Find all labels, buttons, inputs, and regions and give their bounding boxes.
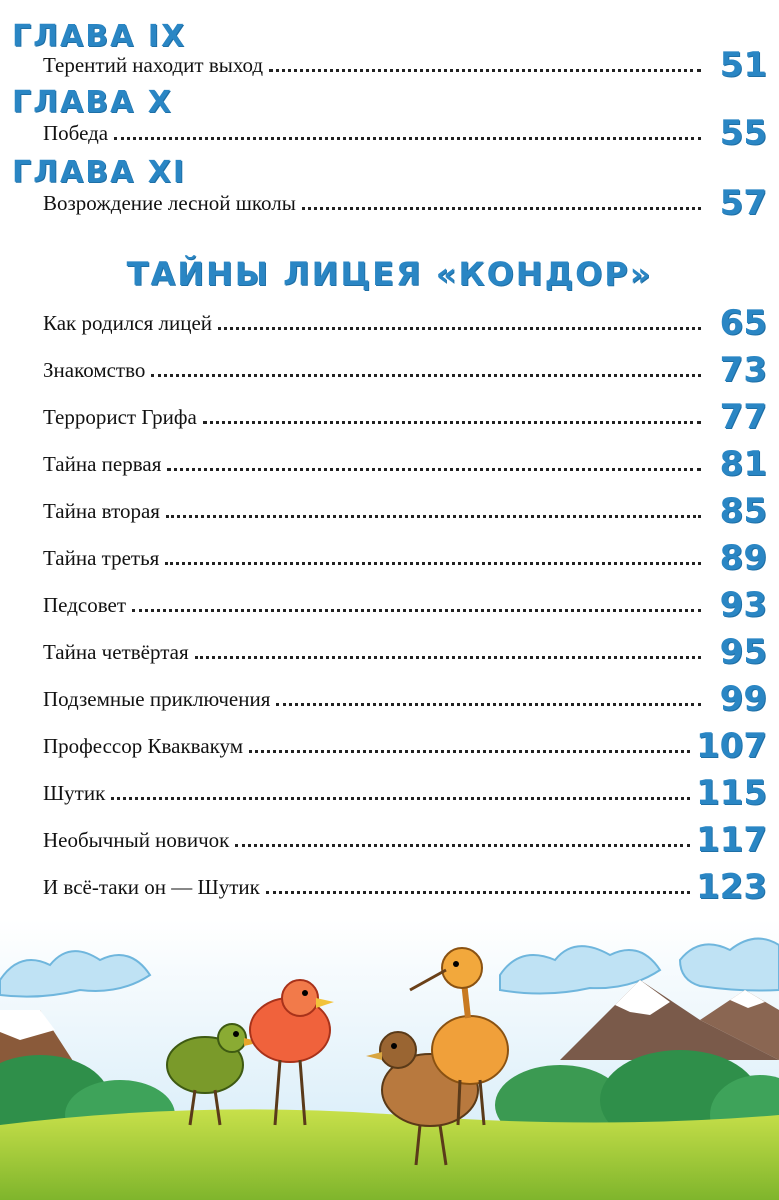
section-title: ТАЙНЫ ЛИЦЕЯ «КОНДОР» [126,255,653,293]
toc-entry-title: Тайна вторая [43,499,160,523]
toc-entry[interactable] [43,535,767,578]
toc-entry-page: 115 [696,773,767,813]
toc-entry-title: Тайна первая [43,452,162,476]
toc-entry-page: 107 [696,726,767,766]
leader-dots [111,797,690,800]
toc-entry-page: 99 [719,679,767,719]
toc-entry-page: 123 [696,867,767,907]
toc-entry-title: Терентий находит выход [43,53,264,77]
toc-entry-page: 51 [719,45,767,85]
toc-entry-title: Возрождение лесной школы [43,191,296,215]
chapter-heading-10: ГЛАВА X [12,85,173,120]
toc-entry-title: Террорист Грифа [43,405,197,429]
toc-entry-page: 89 [719,538,767,578]
leader-dots [167,468,701,471]
toc-entry[interactable] [43,300,767,343]
toc-entry[interactable] [43,629,767,672]
toc-entry[interactable] [43,723,767,766]
toc-entry-page: 73 [719,350,767,390]
toc-entry[interactable] [43,441,767,484]
toc-entry-title: Педсовет [43,593,127,617]
toc-entry-page: 85 [719,491,767,531]
leader-dots [266,891,690,894]
toc-entry-title: Тайна третья [43,546,160,570]
leader-dots [132,609,701,612]
toc-entry[interactable] [43,770,767,813]
leader-dots [218,327,701,330]
toc-entry-title: Подземные приключения [43,687,271,711]
leader-dots [165,562,701,565]
leader-dots [203,421,701,424]
toc-entry[interactable] [43,582,767,625]
toc-entry-page: 55 [719,113,767,153]
toc-entry-title: Победа [43,121,109,145]
toc-entry[interactable] [43,488,767,531]
toc-entry[interactable] [43,180,767,223]
leader-dots [269,69,701,72]
toc-entry[interactable] [43,864,767,907]
leader-dots [235,844,690,847]
leader-dots [151,374,701,377]
toc-entry-page: 95 [719,632,767,672]
toc-entry-title: Тайна четвёртая [43,640,189,664]
toc-entry[interactable] [43,110,767,153]
toc-entry-page: 57 [719,183,767,223]
toc-entry[interactable] [43,394,767,437]
toc-entry-page: 81 [719,444,767,484]
leader-dots [276,703,701,706]
leader-dots [249,750,690,753]
meadow [0,1109,779,1200]
toc-entry-page: 93 [719,585,767,625]
toc-entry[interactable] [43,347,767,390]
toc-entry-page: 117 [696,820,767,860]
toc-entry-title: Шутик [43,781,106,805]
leader-dots [195,656,701,659]
leader-dots [114,137,701,140]
toc-entry[interactable] [43,676,767,719]
chapter-heading-9: ГЛАВА IX [12,19,187,54]
toc-entry-page: 77 [719,397,767,437]
leader-dots [166,515,701,518]
leader-dots [302,207,701,210]
toc-entry-title: Как родился лицей [43,311,213,335]
toc-entry-page: 65 [719,303,767,343]
toc-entry-title: Знакомство [43,358,146,382]
chapter-heading-11: ГЛАВА XI [12,155,187,190]
toc-entry-title: Необычный новичок [43,828,230,852]
toc-entry[interactable] [43,817,767,860]
toc-entry-title: И всё-таки он — Шутик [43,875,260,899]
toc-entry[interactable] [43,42,767,85]
birds-meadow-illustration [0,920,779,1200]
toc-entry-title: Профессор Кваквакум [43,734,244,758]
